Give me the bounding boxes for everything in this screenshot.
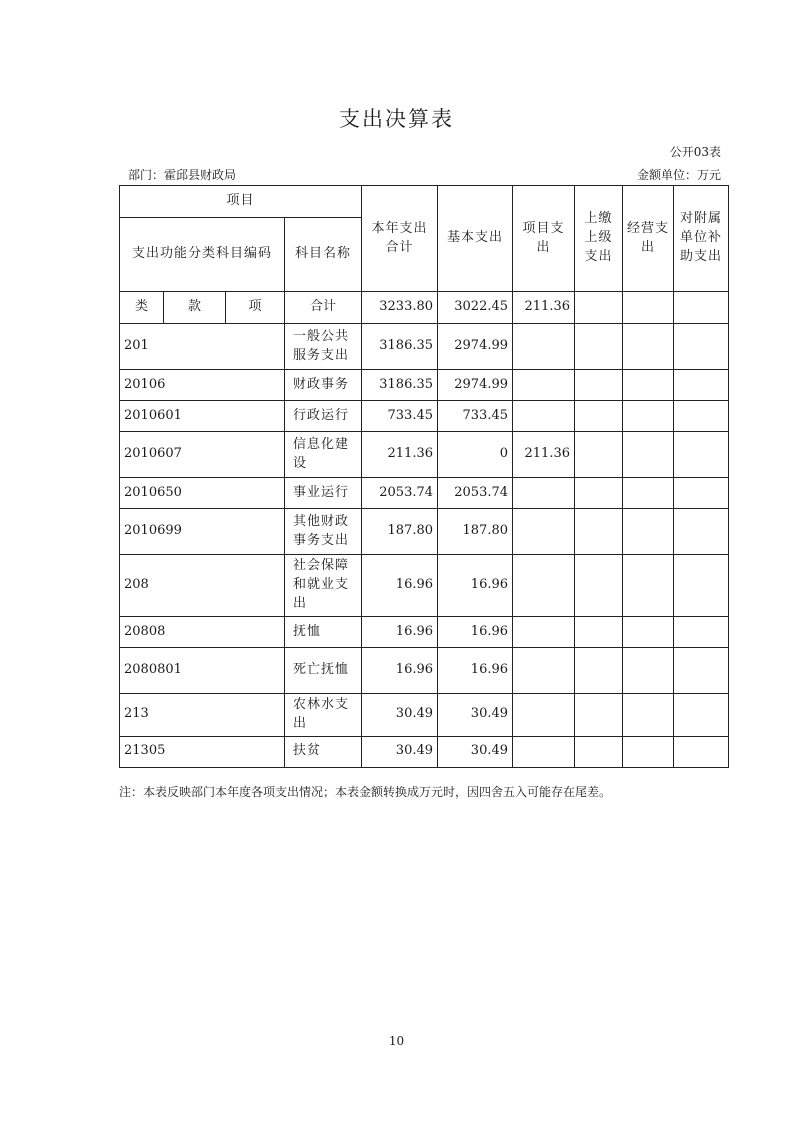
row-project bbox=[513, 370, 575, 401]
table-row bbox=[120, 736, 729, 767]
unit-label: 金额单位：万元 bbox=[636, 168, 721, 182]
header-kuan: 款 bbox=[164, 292, 226, 324]
header-project-expenditure: 项目支出 bbox=[513, 186, 575, 292]
total-row bbox=[120, 292, 729, 324]
header-lei: 类 bbox=[120, 292, 164, 324]
empty-cell bbox=[623, 432, 674, 478]
table-row bbox=[120, 694, 729, 737]
empty-cell bbox=[674, 648, 729, 694]
empty-cell bbox=[575, 478, 623, 509]
empty-cell bbox=[674, 324, 729, 370]
empty-cell bbox=[575, 292, 623, 324]
header-total: 本年支出合计 bbox=[362, 186, 438, 292]
row-name: 财政事务 bbox=[285, 370, 362, 401]
row-basic: 30.49 bbox=[438, 736, 513, 767]
row-code: 2010607 bbox=[120, 432, 285, 478]
row-basic: 733.45 bbox=[438, 401, 513, 432]
empty-cell bbox=[623, 617, 674, 648]
row-name: 农林水支出 bbox=[285, 694, 362, 737]
row-basic: 2053.74 bbox=[438, 478, 513, 509]
empty-cell bbox=[575, 401, 623, 432]
row-code: 20808 bbox=[120, 617, 285, 648]
empty-cell bbox=[575, 555, 623, 617]
page-title: 支出决算表 bbox=[339, 107, 454, 131]
row-total: 16.96 bbox=[362, 555, 438, 617]
header-row-1 bbox=[120, 186, 729, 218]
empty-cell bbox=[623, 324, 674, 370]
row-basic: 16.96 bbox=[438, 648, 513, 694]
empty-cell bbox=[575, 370, 623, 401]
row-total: 211.36 bbox=[362, 432, 438, 478]
table-row bbox=[120, 648, 729, 694]
empty-cell bbox=[674, 694, 729, 737]
row-total: 3186.35 bbox=[362, 370, 438, 401]
table-row bbox=[120, 617, 729, 648]
row-project bbox=[513, 324, 575, 370]
row-name: 抚恤 bbox=[285, 617, 362, 648]
row-code: 2010601 bbox=[120, 401, 285, 432]
row-name: 社会保障和就业支出 bbox=[285, 555, 362, 617]
table-row bbox=[120, 401, 729, 432]
empty-cell bbox=[623, 292, 674, 324]
empty-cell bbox=[674, 736, 729, 767]
expenditure-table bbox=[119, 185, 729, 768]
header-xiang: 项 bbox=[226, 292, 285, 324]
row-project bbox=[513, 648, 575, 694]
page-number: 10 bbox=[388, 1034, 405, 1048]
empty-cell bbox=[674, 509, 729, 555]
row-basic: 2974.99 bbox=[438, 370, 513, 401]
row-code: 21305 bbox=[120, 736, 285, 767]
row-code: 2080801 bbox=[120, 648, 285, 694]
row-name: 扶贫 bbox=[285, 736, 362, 767]
row-code: 2010650 bbox=[120, 478, 285, 509]
row-basic: 16.96 bbox=[438, 555, 513, 617]
row-basic: 0 bbox=[438, 432, 513, 478]
header-subsidiary: 对附属单位补助支出 bbox=[674, 186, 729, 292]
total-project: 211.36 bbox=[513, 292, 575, 324]
row-project bbox=[513, 617, 575, 648]
empty-cell bbox=[674, 432, 729, 478]
row-project bbox=[513, 736, 575, 767]
empty-cell bbox=[575, 432, 623, 478]
header-name: 科目名称 bbox=[285, 218, 362, 292]
empty-cell bbox=[674, 555, 729, 617]
table-row bbox=[120, 509, 729, 555]
row-name: 其他财政事务支出 bbox=[285, 509, 362, 555]
row-basic: 187.80 bbox=[438, 509, 513, 555]
row-project bbox=[513, 694, 575, 737]
row-project bbox=[513, 401, 575, 432]
row-basic: 30.49 bbox=[438, 694, 513, 737]
empty-cell bbox=[623, 478, 674, 509]
row-name: 事业运行 bbox=[285, 478, 362, 509]
row-project bbox=[513, 509, 575, 555]
header-project: 项目 bbox=[120, 186, 362, 218]
row-code: 201 bbox=[120, 324, 285, 370]
empty-cell bbox=[674, 292, 729, 324]
empty-cell bbox=[575, 694, 623, 737]
row-total: 16.96 bbox=[362, 617, 438, 648]
empty-cell bbox=[623, 370, 674, 401]
total-label: 合计 bbox=[285, 292, 362, 324]
department-label: 部门：霍邱县财政局 bbox=[128, 168, 237, 182]
empty-cell bbox=[623, 648, 674, 694]
row-code: 213 bbox=[120, 694, 285, 737]
header-upper: 上缴上级支出 bbox=[575, 186, 623, 292]
row-total: 3186.35 bbox=[362, 324, 438, 370]
empty-cell bbox=[575, 648, 623, 694]
table-row bbox=[120, 478, 729, 509]
row-total: 187.80 bbox=[362, 509, 438, 555]
empty-cell bbox=[674, 478, 729, 509]
total-amount: 3233.80 bbox=[362, 292, 438, 324]
row-total: 30.49 bbox=[362, 694, 438, 737]
empty-cell bbox=[623, 694, 674, 737]
footnote: 注：本表反映部门本年度各项支出情况；本表金额转换成万元时，因四舍五入可能存在尾差。 bbox=[119, 785, 612, 799]
row-name: 死亡抚恤 bbox=[285, 648, 362, 694]
total-basic: 3022.45 bbox=[438, 292, 513, 324]
header-basic: 基本支出 bbox=[438, 186, 513, 292]
empty-cell bbox=[623, 509, 674, 555]
row-name: 行政运行 bbox=[285, 401, 362, 432]
row-project: 211.36 bbox=[513, 432, 575, 478]
table-row bbox=[120, 370, 729, 401]
row-project bbox=[513, 478, 575, 509]
empty-cell bbox=[575, 509, 623, 555]
empty-cell bbox=[623, 555, 674, 617]
table-row bbox=[120, 324, 729, 370]
row-total: 16.96 bbox=[362, 648, 438, 694]
row-code: 2010699 bbox=[120, 509, 285, 555]
empty-cell bbox=[674, 401, 729, 432]
row-total: 30.49 bbox=[362, 736, 438, 767]
empty-cell bbox=[623, 736, 674, 767]
row-name: 一般公共服务支出 bbox=[285, 324, 362, 370]
table-row bbox=[120, 432, 729, 478]
row-project bbox=[513, 555, 575, 617]
row-code: 20106 bbox=[120, 370, 285, 401]
empty-cell bbox=[575, 736, 623, 767]
empty-cell bbox=[674, 370, 729, 401]
empty-cell bbox=[623, 401, 674, 432]
row-code: 208 bbox=[120, 555, 285, 617]
form-code: 公开03表 bbox=[669, 145, 721, 159]
header-operation: 经营支出 bbox=[623, 186, 674, 292]
table-row bbox=[120, 555, 729, 617]
empty-cell bbox=[575, 617, 623, 648]
row-basic: 2974.99 bbox=[438, 324, 513, 370]
row-name: 信息化建设 bbox=[285, 432, 362, 478]
empty-cell bbox=[674, 617, 729, 648]
row-total: 733.45 bbox=[362, 401, 438, 432]
row-total: 2053.74 bbox=[362, 478, 438, 509]
empty-cell bbox=[575, 324, 623, 370]
row-basic: 16.96 bbox=[438, 617, 513, 648]
header-code: 支出功能分类科目编码 bbox=[120, 218, 285, 292]
